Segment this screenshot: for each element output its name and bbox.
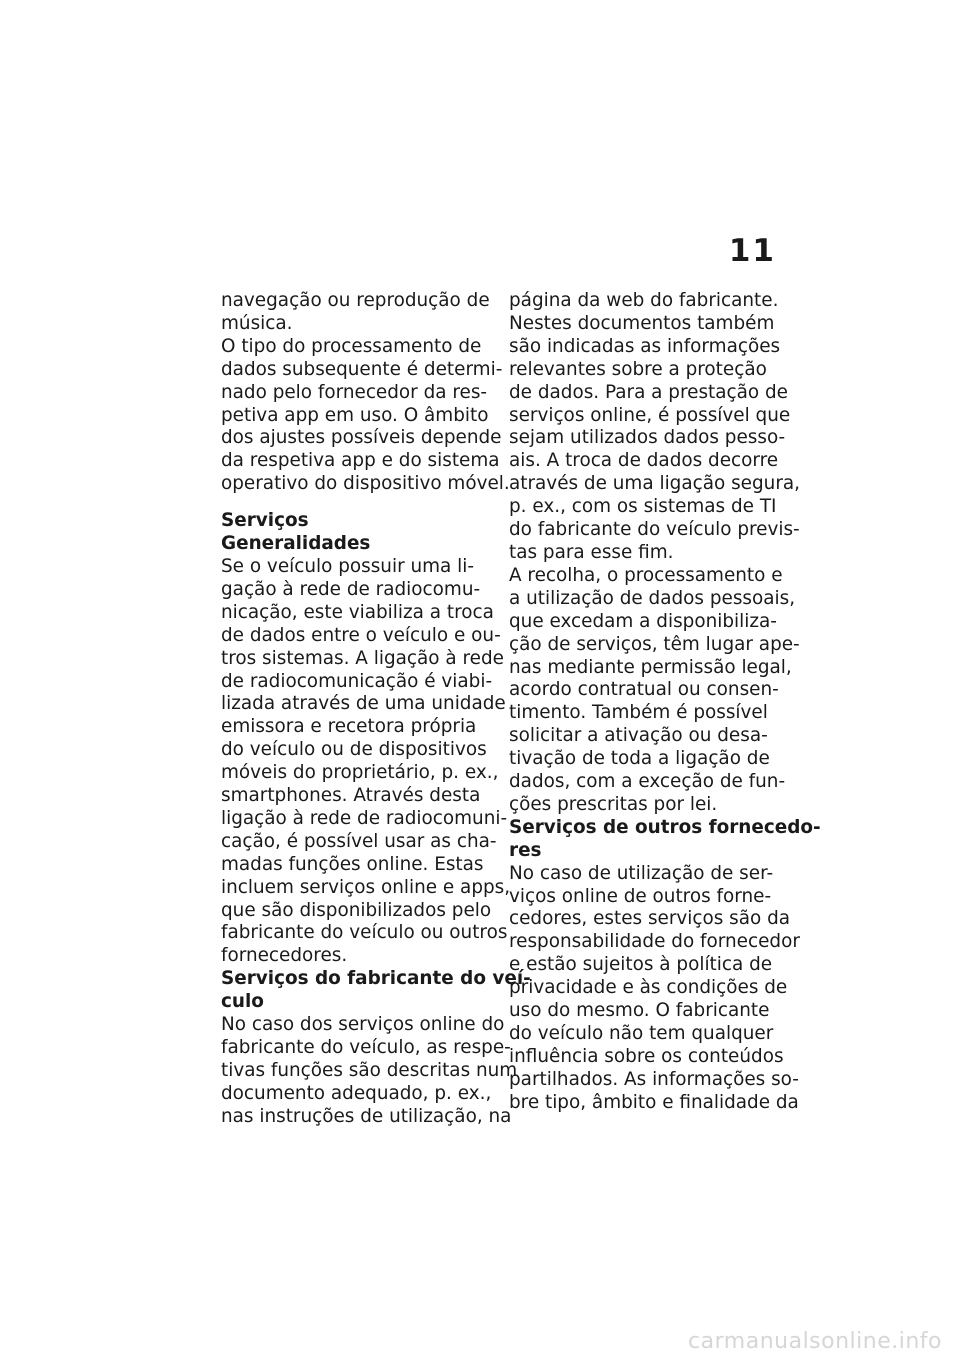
subsection-heading: Generalidades [221, 533, 371, 555]
text-line: privacidade e às condições de [509, 977, 788, 999]
text-line: que excedam a disponibiliza- [509, 610, 777, 632]
text-line: ções prescritas por lei. [509, 793, 718, 815]
text-line: influência sobre os conteúdos [509, 1045, 784, 1067]
text-line: fornecedores. [221, 945, 348, 967]
text-line: acordo contratual ou consen- [509, 679, 779, 701]
text-line: emissora e recetora própria [221, 716, 477, 738]
text-line: nicação, este viabiliza a troca [221, 601, 494, 623]
heading-line: Serviços do fabricante do veí- [221, 968, 531, 990]
text-line: No caso dos serviços online do [221, 1014, 505, 1036]
text-line: nas mediante permissão legal, [509, 656, 792, 678]
text-line: navegação ou reprodução de [221, 290, 490, 311]
text-line: incluem serviços online e apps, [221, 876, 511, 898]
text-line: smartphones. Através desta [221, 785, 481, 807]
text-line: do veículo ou de dispositivos [221, 739, 487, 761]
paragraph [221, 335, 510, 496]
heading-line: res [509, 839, 542, 861]
text-line: operativo do dispositivo móvel. [221, 473, 510, 495]
text-line: a utilização de dados pessoais, [509, 587, 796, 609]
text-line: cedores, estes serviços são da [509, 908, 791, 930]
text-line: do fabricante do veículo previs- [509, 519, 800, 541]
text-line: partilhados. As informações so- [509, 1068, 799, 1090]
text-line: responsabilidade do fornecedor [509, 931, 800, 953]
text-line: bre tipo, âmbito e finalidade da [509, 1091, 799, 1113]
text-line: de dados entre o veículo e ou- [221, 624, 501, 646]
paragraph [509, 564, 800, 817]
text-line: e estão sujeitos à política de [509, 954, 773, 976]
text-line: música. [221, 312, 293, 334]
text-line: ção de serviços, têm lugar ape- [509, 633, 800, 655]
left-column [221, 290, 531, 1129]
section-heading: Serviços [221, 510, 309, 532]
text-line: O tipo do processamento de [221, 335, 482, 357]
text-line: nado pelo fornecedor da res- [221, 381, 488, 403]
text-line: dos ajustes possíveis depende [221, 427, 502, 449]
text-line: são indicadas as informações [509, 335, 781, 357]
text-line: fabricante do veículo ou outros [221, 922, 508, 944]
text-line: cação, é possível usar as cha- [221, 830, 497, 852]
text-line: nas instruções de utilização, na [221, 1105, 512, 1127]
subsection-heading [221, 968, 531, 1014]
text-line: ais. A troca de dados decorre [509, 450, 779, 472]
paragraph [221, 1014, 518, 1129]
text-line: da respetiva app e do sistema [221, 450, 500, 472]
text-line: Nestes documentos também [509, 312, 775, 334]
page-number: 11 [728, 233, 776, 269]
text-line: do veículo não tem qualquer [509, 1023, 774, 1044]
text-line: ligação à rede de radiocomuni- [221, 807, 508, 829]
text-line: petiva app em uso. O âmbito [221, 404, 489, 426]
text-line: viços online de outros forne- [509, 885, 772, 907]
text-line: p. ex., com os sistemas de TI [509, 496, 777, 518]
watermark: carmanualsonline.info [688, 1329, 942, 1354]
text-line: sejam utilizados dados pesso- [509, 427, 786, 449]
text-line: dados, com a exceção de fun- [509, 771, 786, 793]
text-line: através de uma ligação segura, [509, 473, 800, 495]
subsection-heading [509, 816, 821, 863]
text-line: dados subsequente é determi- [221, 358, 503, 380]
text-line: página da web do fabricante. [509, 290, 779, 311]
text-line: relevantes sobre a proteção [509, 358, 767, 380]
text-line: tros sistemas. A ligação à rede [221, 647, 504, 669]
right-column [509, 290, 821, 1115]
text-line: tivação de toda a ligação de [509, 748, 770, 770]
paragraph [509, 862, 800, 1115]
text-line: que são disponibilizados pelo [221, 899, 492, 921]
text-line: fabricante do veículo, as respe- [221, 1037, 511, 1058]
text-line: de dados. Para a prestação de [509, 381, 788, 403]
text-line: tivas funções são descritas num [221, 1059, 518, 1081]
paragraph [509, 290, 800, 565]
text-line: No caso de utilização de ser- [509, 862, 774, 884]
heading-line: Serviços de outros fornecedo- [509, 816, 821, 838]
text-line: madas funções online. Estas [221, 853, 484, 875]
text-line: de radiocomunicação é viabi- [221, 670, 493, 692]
text-line: documento adequado, p. ex., [221, 1082, 492, 1104]
text-line: solicitar a ativação ou desa- [509, 725, 768, 747]
text-line: serviços online, é possível que [509, 404, 791, 426]
text-line: móveis do proprietário, p. ex., [221, 762, 499, 784]
text-line: uso do mesmo. O fabricante [509, 1000, 770, 1022]
text-line: Se o veículo possuir uma li- [221, 555, 475, 577]
paragraph [221, 290, 496, 336]
text-line: timento. Também é possível [509, 702, 768, 724]
text-line: tas para esse fim. [509, 541, 674, 563]
text-line: lizada através de uma unidade [221, 693, 506, 715]
paragraph [221, 555, 511, 968]
text-line: A recolha, o processamento e [509, 564, 783, 586]
heading-line: culo [221, 991, 264, 1013]
text-line: gação à rede de radiocomu- [221, 578, 481, 600]
